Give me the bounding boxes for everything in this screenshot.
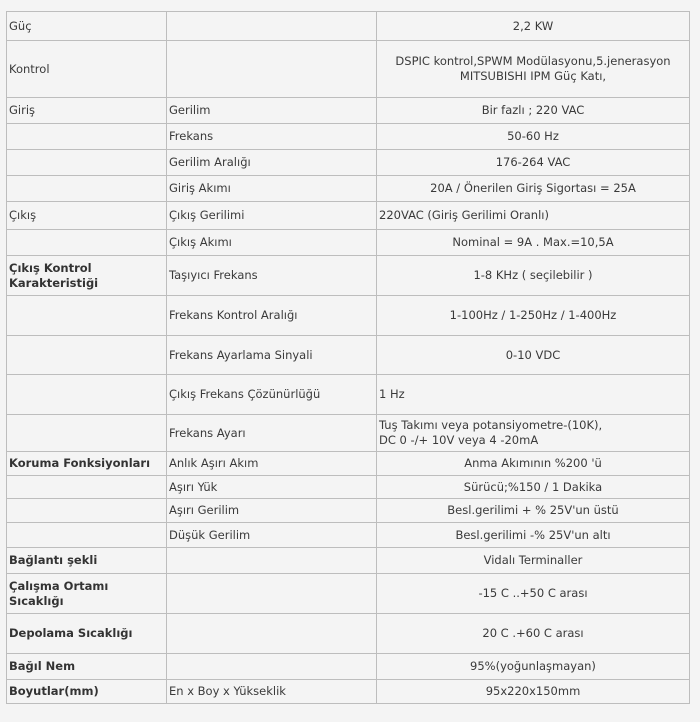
row-value: 176-264 VAC bbox=[377, 150, 690, 176]
row-label: Çıkış bbox=[7, 202, 167, 230]
row-sublabel: Çıkış Frekans Çözünürlüğü bbox=[167, 375, 377, 415]
row-label: Güç bbox=[7, 12, 167, 41]
row-label bbox=[7, 176, 167, 202]
row-value: Vidalı Terminaller bbox=[377, 548, 690, 574]
row-value bbox=[377, 41, 690, 98]
row-value: Sürücü;%150 / 1 Dakika bbox=[377, 476, 690, 499]
row-sublabel bbox=[167, 614, 377, 654]
row-sublabel: Taşıyıcı Frekans bbox=[167, 256, 377, 296]
table-row bbox=[7, 296, 690, 336]
table-row bbox=[7, 124, 690, 150]
row-label bbox=[7, 336, 167, 375]
row-sublabel: Frekans Ayarlama Sinyali bbox=[167, 336, 377, 375]
table-row bbox=[7, 614, 690, 654]
table-row bbox=[7, 336, 690, 375]
row-sublabel: En x Boy x Yükseklik bbox=[167, 680, 377, 704]
row-label: Çıkış Kontrol Karakteristiği bbox=[7, 256, 167, 296]
row-label: Bağlantı şekli bbox=[7, 548, 167, 574]
row-label: Giriş bbox=[7, 98, 167, 124]
row-sublabel: Çıkış Gerilimi bbox=[167, 202, 377, 230]
row-sublabel: Anlık Aşırı Akım bbox=[167, 452, 377, 476]
table-row bbox=[7, 680, 690, 704]
row-sublabel: Çıkış Akımı bbox=[167, 230, 377, 256]
table-row bbox=[7, 476, 690, 499]
row-value: 20A / Önerilen Giriş Sigortası = 25A bbox=[377, 176, 690, 202]
table-row bbox=[7, 150, 690, 176]
row-label bbox=[7, 375, 167, 415]
row-value: 1-100Hz / 1-250Hz / 1-400Hz bbox=[377, 296, 690, 336]
row-sublabel: Düşük Gerilim bbox=[167, 523, 377, 548]
row-value-line: DSPIC kontrol,SPWM Modülasyonu,5.jenerasyon bbox=[395, 54, 671, 68]
row-sublabel bbox=[167, 548, 377, 574]
row-value: Besl.gerilimi -% 25V'un altı bbox=[377, 523, 690, 548]
row-value: Besl.gerilimi + % 25V'un üstü bbox=[377, 499, 690, 523]
table-row bbox=[7, 12, 690, 41]
row-value-line: Tuş Takımı veya potansiyometre-(10K), bbox=[379, 418, 603, 432]
row-sublabel: Frekans Ayarı bbox=[167, 415, 377, 452]
row-label bbox=[7, 150, 167, 176]
row-sublabel bbox=[167, 41, 377, 98]
row-sublabel: Frekans bbox=[167, 124, 377, 150]
row-sublabel: Gerilim Aralığı bbox=[167, 150, 377, 176]
row-value: 1-8 KHz ( seçilebilir ) bbox=[377, 256, 690, 296]
row-sublabel: Frekans Kontrol Aralığı bbox=[167, 296, 377, 336]
row-label: Depolama Sıcaklığı bbox=[7, 614, 167, 654]
row-value: 1 Hz bbox=[377, 375, 690, 415]
row-value: Anma Akımının %200 'ü bbox=[377, 452, 690, 476]
row-value-line: MITSUBISHI IPM Güç Katı, bbox=[459, 69, 607, 83]
row-value-line: DC 0 -/+ 10V veya 4 -20mA bbox=[379, 433, 539, 447]
row-label bbox=[7, 523, 167, 548]
table-row bbox=[7, 654, 690, 680]
table-row bbox=[7, 230, 690, 256]
row-label bbox=[7, 476, 167, 499]
table-row bbox=[7, 415, 690, 452]
row-value: 95%(yoğunlaşmayan) bbox=[377, 654, 690, 680]
table-row bbox=[7, 98, 690, 124]
row-sublabel bbox=[167, 12, 377, 41]
row-sublabel: Gerilim bbox=[167, 98, 377, 124]
row-sublabel bbox=[167, 574, 377, 614]
row-label: Çalışma Ortamı Sıcaklığı bbox=[7, 574, 167, 614]
row-label: Kontrol bbox=[7, 41, 167, 98]
table-row bbox=[7, 452, 690, 476]
row-sublabel bbox=[167, 654, 377, 680]
table-row bbox=[7, 523, 690, 548]
row-sublabel: Aşırı Gerilim bbox=[167, 499, 377, 523]
row-label bbox=[7, 124, 167, 150]
row-label bbox=[7, 230, 167, 256]
row-label: Koruma Fonksiyonları bbox=[7, 452, 167, 476]
row-value: 0-10 VDC bbox=[377, 336, 690, 375]
spec-table bbox=[6, 11, 690, 704]
table-row bbox=[7, 574, 690, 614]
row-value: -15 C ..+50 C arası bbox=[377, 574, 690, 614]
row-label: Bağıl Nem bbox=[7, 654, 167, 680]
row-value: Nominal = 9A . Max.=10,5A bbox=[377, 230, 690, 256]
table-row bbox=[7, 548, 690, 574]
table-row bbox=[7, 499, 690, 523]
table-row bbox=[7, 256, 690, 296]
row-label bbox=[7, 499, 167, 523]
table-row bbox=[7, 202, 690, 230]
row-value: 95x220x150mm bbox=[377, 680, 690, 704]
row-value: 50-60 Hz bbox=[377, 124, 690, 150]
row-value: 2,2 KW bbox=[377, 12, 690, 41]
table-row bbox=[7, 41, 690, 98]
row-value: 20 C .+60 C arası bbox=[377, 614, 690, 654]
row-label: Boyutlar(mm) bbox=[7, 680, 167, 704]
table-row bbox=[7, 375, 690, 415]
row-sublabel: Giriş Akımı bbox=[167, 176, 377, 202]
row-sublabel: Aşırı Yük bbox=[167, 476, 377, 499]
row-label bbox=[7, 296, 167, 336]
row-value: 220VAC (Giriş Gerilimi Oranlı) bbox=[377, 202, 690, 230]
row-value: Bir fazlı ; 220 VAC bbox=[377, 98, 690, 124]
row-value bbox=[377, 415, 690, 452]
table-row bbox=[7, 176, 690, 202]
row-label bbox=[7, 415, 167, 452]
